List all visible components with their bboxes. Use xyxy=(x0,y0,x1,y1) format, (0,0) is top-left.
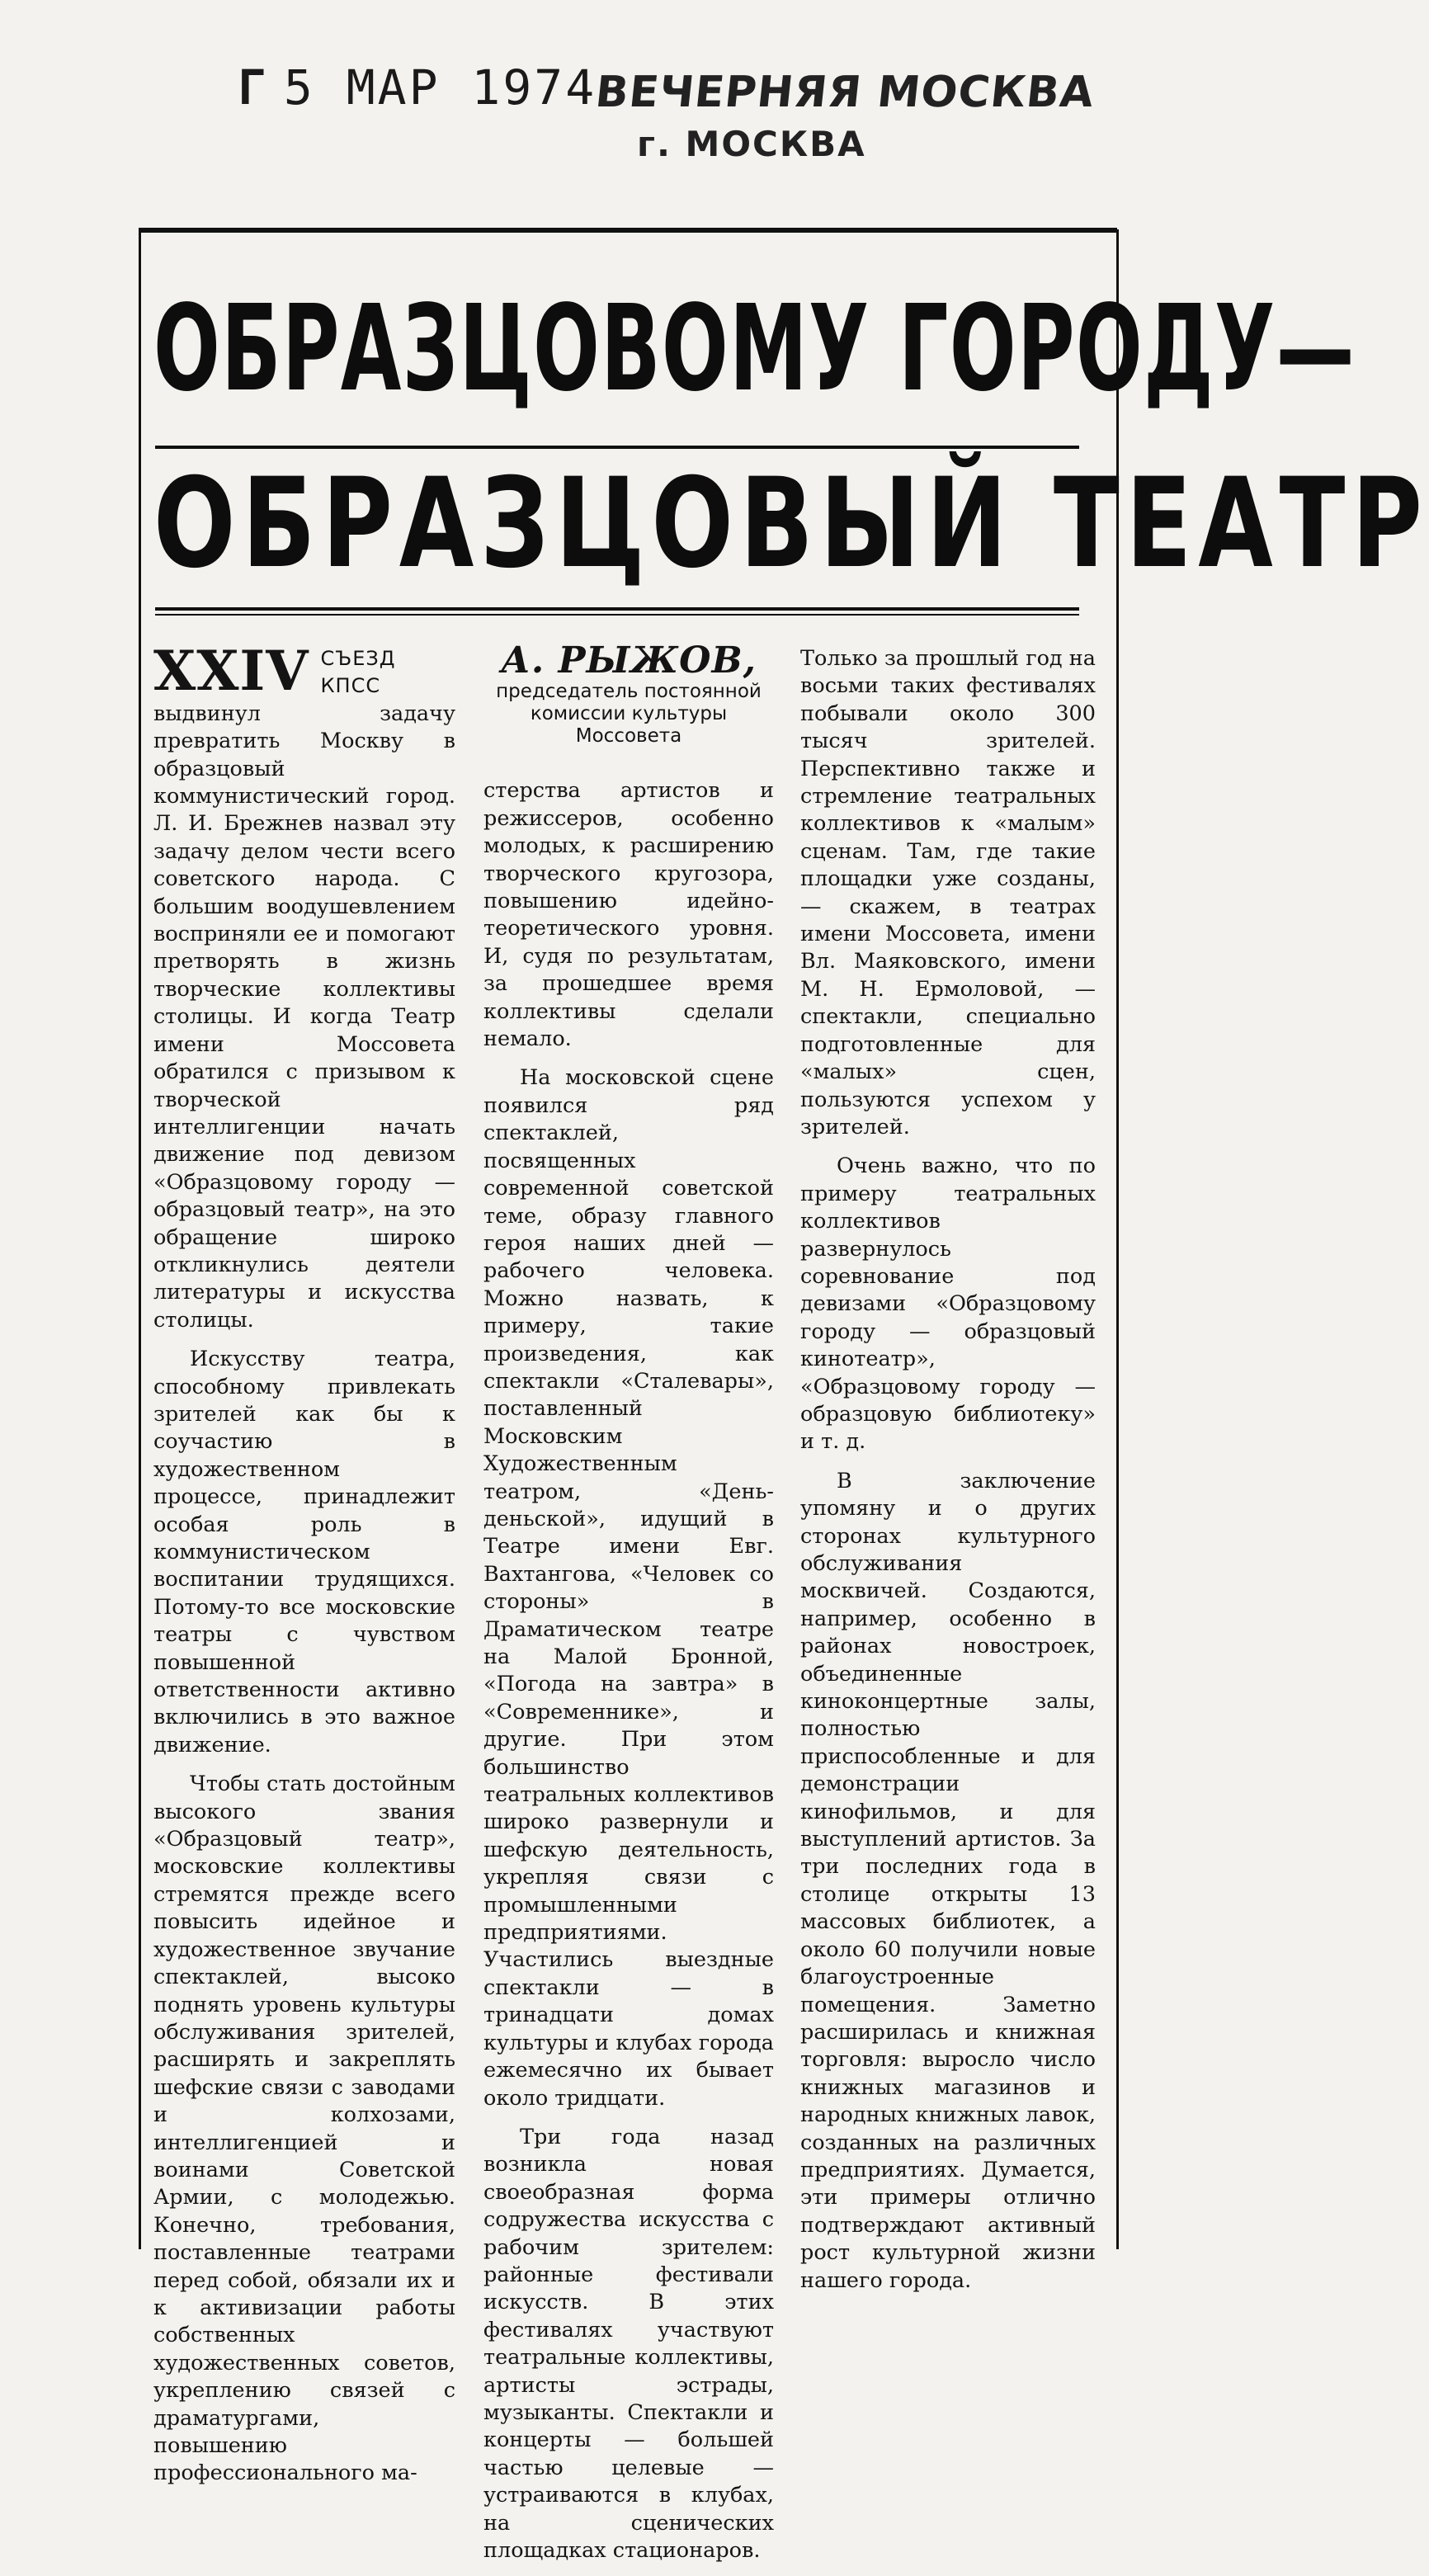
headline-line-2: ОБРАЗЦОВЫЙ ТЕАТР xyxy=(153,452,1429,596)
author-role: председатель постоянной комиссии культуры Моссовета xyxy=(496,681,762,748)
city-stamp: г. МОСКВА xyxy=(637,124,866,164)
author-name: А. РЫЖОВ, xyxy=(501,639,757,682)
top-rule xyxy=(139,228,1117,233)
stamp-mark: Г xyxy=(238,59,269,116)
paragraph: стерства артистов и режиссеров, особенно молодых, к расширению творческого кругозора, повышению идейно-теоретического уровня. И, судя по результатам, за прошедшее время коллективы сделали немало. xyxy=(483,778,774,1052)
headline-bottom-rule-thin xyxy=(155,614,1079,616)
date-stamp xyxy=(238,59,597,116)
headline-line-1: ОБРАЗЦОВОМУ ГОРОДУ— xyxy=(153,279,1356,418)
date-stamp-text: 5 МАР 1974 xyxy=(283,59,597,116)
lead-text: выдвинул задачу превратить Москву в образцовый коммунистический город. Л. И. Брежнев назвал эту задачу делом чести всего советского народа. С большим воодушевлением восприняли ее и помогают претворять в жизнь творческие коллективы столицы. И когда Театр имени Моссовета обратился с призывом к творческой интеллигенции начать движение под девизом «Образцовому городу — образцовый театр», на это обращение широко откликнулись деятели литературы и искусства столицы. xyxy=(153,701,455,1333)
newspaper-stamp: ВЕЧЕРНЯЯ МОСКВА xyxy=(592,68,1097,117)
headline-bottom-rule xyxy=(155,607,1079,611)
paragraph: Искусству театра, способному привлекать зрителей как бы к соучастию в художественном процессе, принадлежит особая роль в коммунистическом воспитании трудящихся. Потому-то все московские театры с чувством повышенной ответственности активно включились в это важное движение. xyxy=(153,1347,455,1757)
paragraph: Только за прошлый год на восьми таких фестивалях побывали около 300 тысяч зрителей. Перспективно также и стремление театральных коллективов к «малым» сценам. Там, где такие площадки уже созданы, — скажем, в театрах имени Моссовета, имени Вл. Маяковского, имени М. Н. Ермоловой, — спектакли, специально подготовленные для «малых» сцен, пользуются успехом у зрителей. xyxy=(800,646,1096,1139)
paragraph: Чтобы стать достойным высокого звания «Образцовый театр», московские коллективы стремятся прежде всего повысить идейное и художественное звучание спектаклей, высоко поднять уровень культуры обслуживания зрителей, расширять и закреплять шефские связи с заводами и колхозами, интеллигенцией и воинами Советской Армии, с молодежью. Конечно, требования, поставленные театрами перед собой, обязали их и к активизации работы собственных художественных советов, укреплению связей с драматургами, повышению профессионального ма- xyxy=(153,1772,455,2486)
paragraph: Очень важно, что по примеру театральных коллективов развернулось соревнование под девизами «Образцовому городу — образцовый кинотеатр», «Образцовому городу — образцовую библиотеку» и т. д. xyxy=(800,1154,1096,1455)
lead-caps: СЪЕЗД КПСС xyxy=(320,647,396,698)
article-column-1 xyxy=(153,639,455,2499)
paragraph: Три года назад возникла новая своеобразная форма содружества искусства с рабочим зрителем: районные фестивали искусств. В этих фестивалях участвуют театральные коллективы, артисты эстрады, музыканты. Спектакли и концерты — большей частью целевые — устраиваются в клубах, на сценических площадках стационаров. xyxy=(483,2124,774,2563)
article-column-2 xyxy=(483,639,774,2576)
paragraph: На московской сцене появился ряд спектаклей, посвященных современной советской теме, образу главного героя наших дней — рабочего человека. Можно назвать, к примеру, такие произведения, как спектакли «Сталевары», поставленный Московским Художественным театром, «День-деньской», идущий в Театре имени Евг. Вахтангова, «Человек со стороны» в Драматическом театре на Малой Бронной, «Погода на завтра» в «Современнике», и другие. При этом большинство театральных коллективов широко развернули и шефскую деятельность, укрепляя связи с промышленными предприятиями. Участились выездные спектакли — в тринадцати домах культуры и клубах города ежемесячно их бывает около тридцати. xyxy=(483,1065,774,2111)
headline-divider xyxy=(155,446,1079,449)
drop-cap: XXIV xyxy=(153,639,309,703)
article-column-3 xyxy=(800,645,1096,2306)
paragraph-lead xyxy=(153,639,455,1334)
paragraph: В заключение упомяну и о других сторонах культурного обслуживания москвичей. Создаются, например, особенно в районах новостроек, объединенные киноконцертные залы, полностью приспособленные и для демонстрации кинофильмов, и для выступлений артистов. За три последних года в столице открыты 13 массовых библиотек, а около 60 получили новые благоустроенные помещения. Заметно расширилась и книжная торговля: выросло число книжных магазинов и народных книжных лавок, созданных на различных предприятиях. Думается, эти примеры отлично подтверждают активный рост культурной жизни нашего города. xyxy=(800,1468,1096,2293)
